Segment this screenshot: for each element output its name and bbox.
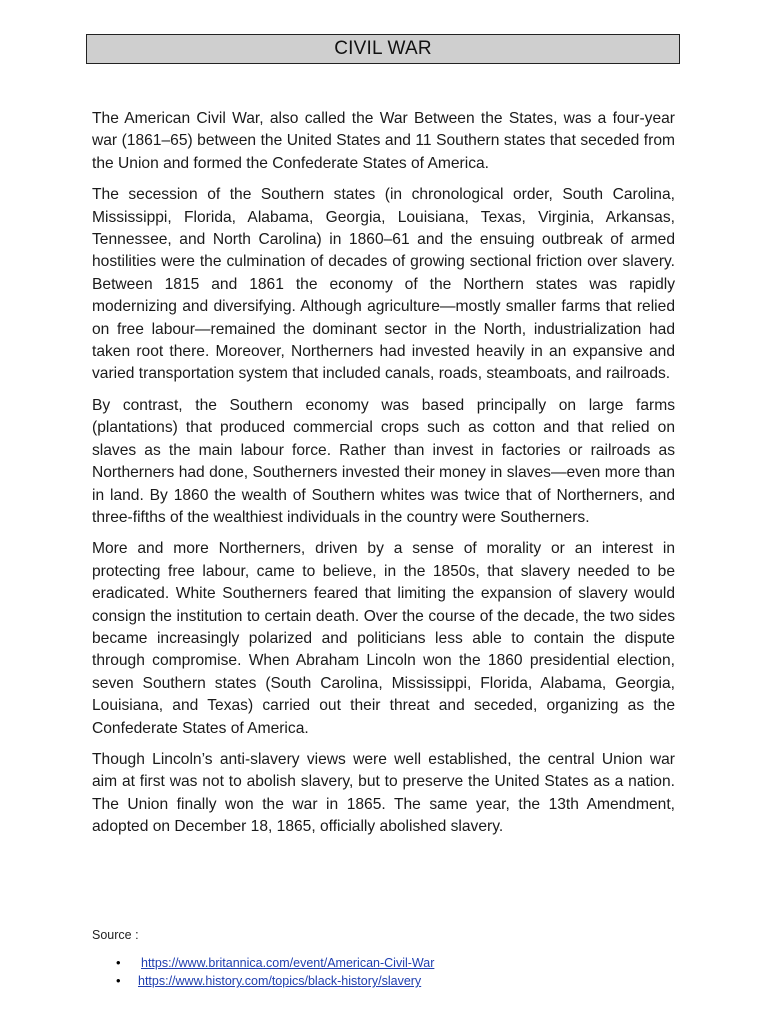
- paragraph-lincoln: Though Lincoln’s anti-slavery views were well established, the central Union war aim at first was not to abolish slavery, but to preserve the United States as a nation. The Union finally won the war in 1865. The same year, the 13th Amendment, adopted on December 18, 1865, officially abolished slavery.: [92, 750, 675, 836]
- page-title: CIVIL WAR: [334, 38, 432, 59]
- body-text: [92, 108, 675, 848]
- title-box: [86, 34, 680, 64]
- source-link-history[interactable]: https://www.history.com/topics/black-history/slavery: [138, 974, 422, 988]
- bullet-icon: •: [116, 973, 121, 988]
- paragraph-intro: The American Civil War, also called the War Between the States, was a four-year war (1861–65) between the United States and 11 Southern states that seceded from the Union and formed the Confederate States of America.: [92, 110, 675, 172]
- source-link-britannica[interactable]: https://www.britannica.com/event/American-Civil-War: [141, 956, 435, 970]
- source-label: Source :: [92, 928, 139, 942]
- source-list: [110, 954, 434, 990]
- paragraph-southern-economy: By contrast, the Southern economy was based principally on large farms (plantations) that produced commercial crops such as cotton and that relied on slaves as the main labour force. Rather than invest in factories or railroads as Northerners had done, Southerners invested their money in slaves—even more than in land. By 1860 the wealth of Southern whites was twice that of Northerners, and three-fifths of the wealthiest individuals in the country were Southerners.: [92, 396, 675, 526]
- source-item-britannica: [110, 954, 434, 972]
- source-item-history: [110, 972, 434, 990]
- paragraph-polarization: More and more Northerners, driven by a sense of morality or an interest in protecting free labour, came to believe, in the 1850s, that slavery needed to be eradicated. White Southerners feared that limiting the expansion of slavery would consign the institution to certain death. Over the course of the decade, the two sides became increasingly polarized and politicians less able to contain the dispute through compromise. When Abraham Lincoln won the 1860 presidential election, seven Southern states (South Carolina, Mississippi, Florida, Alabama, Georgia, Louisiana, and Texas) carried out their threat and seceded, organizing as the Confederate States of America.: [92, 540, 675, 737]
- bullet-icon: •: [116, 955, 121, 970]
- paragraph-secession: The secession of the Southern states (in chronological order, South Carolina, Mississippi, Florida, Alabama, Georgia, Louisiana, Texas, Virginia, Arkansas, Tennessee, and North Carolina) in 1860–61 and the ensuing outbreak of armed hostilities were the culmination of decades of growing sectional friction over slavery. Between 1815 and 1861 the economy of the Northern states was rapidly modernizing and diversifying. Although agriculture—mostly smaller farms that relied on free labour—remained the dominant sector in the North, industrialization had taken root there. Moreover, Northerners had invested heavily in an expansive and varied transportation system that included canals, roads, steamboats, and railroads.: [92, 186, 675, 383]
